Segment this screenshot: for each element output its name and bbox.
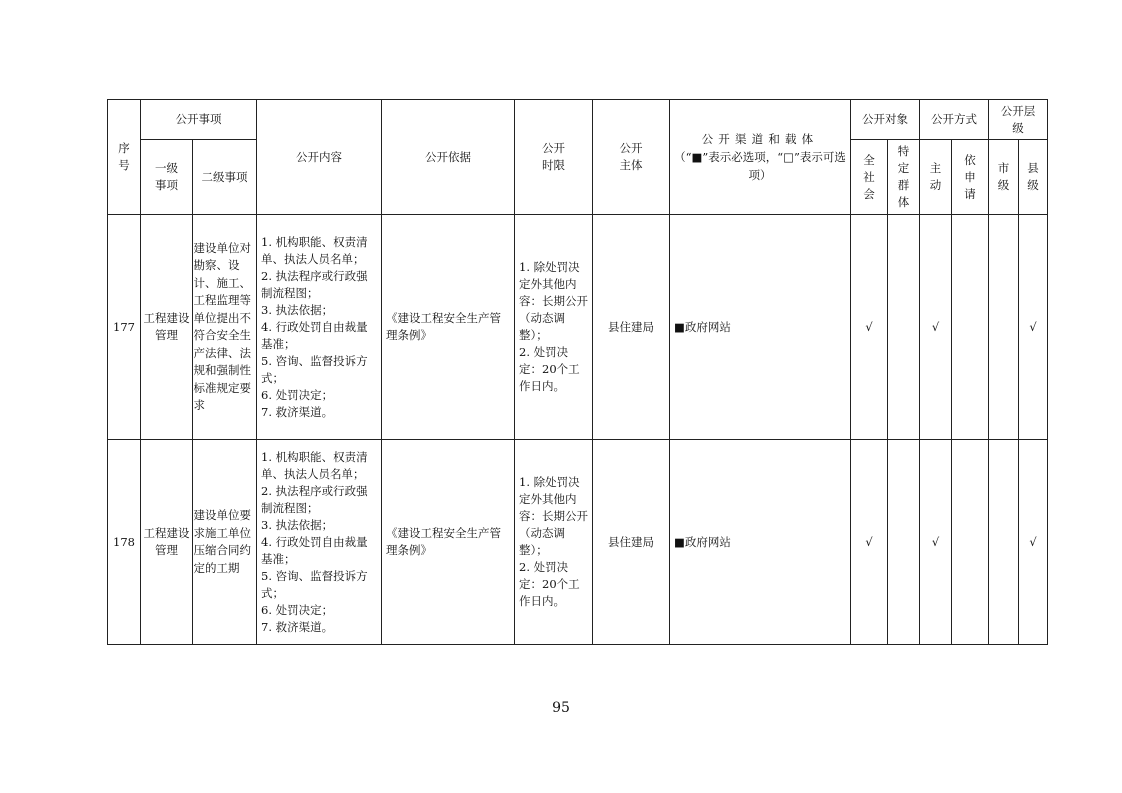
row-time-limit [515,440,593,645]
row-channel: ■政府网站 [670,440,851,645]
header-level2: 二级事项 [193,140,257,215]
header-active: 主动 [920,140,952,215]
row-level1: 工程建设管理 [141,215,193,440]
header-channels [670,100,851,215]
page-number: 95 [552,700,570,716]
content-item: 6. 处罚决定； [261,602,334,617]
row-seq: 178 [108,440,141,645]
time-limit-item: 2. 处罚决定：20个工作日内。 [519,345,580,393]
content-item: 4. 行政处罚自由裁量基准； [261,319,368,351]
row-level1: 工程建设管理 [141,440,193,645]
content-item: 1. 机构职能、权责清单、执法人员名单； [261,449,368,481]
time-limit-item: 2. 处罚决定：20个工作日内。 [519,560,580,608]
content-item: 5. 咨询、监督投诉方式； [261,353,368,385]
header-whole-society: 全社会 [851,140,888,215]
row-specific-group [888,215,920,440]
content-item: 4. 行政处罚自由裁量基准； [261,534,368,566]
header-target: 公开对象 [851,100,920,140]
header-basis: 公开依据 [382,100,515,215]
header-matter: 公开事项 [141,100,257,140]
channels-note: （“■”表示必选项，“□”表示可选项） [674,150,846,182]
header-seq: 序号 [108,100,141,215]
header-city: 市级 [989,140,1019,215]
disclosure-table [107,99,1048,645]
header-level1: 一级事项 [141,140,193,215]
row-active: √ [920,215,952,440]
row-level2: 建设单位要求施工单位压缩合同约定的工期 [193,440,257,645]
content-item: 7. 救济渠道。 [261,404,334,419]
time-limit-item: 1. 除处罚决定外其他内容：长期公开（动态调整）； [519,475,588,557]
row-county: √ [1019,440,1048,645]
row-whole-society: √ [851,215,888,440]
header-specific-group: 特定群体 [888,140,920,215]
content-item: 7. 救济渠道。 [261,619,334,634]
row-city [989,440,1019,645]
time-limit-item: 1. 除处罚决定外其他内容：长期公开（动态调整）； [519,260,588,342]
table-row [108,215,1048,440]
content-item: 3. 执法依据； [261,302,334,317]
row-on-request [952,215,989,440]
row-basis: 《建设工程安全生产管理条例》 [382,440,515,645]
row-level2: 建设单位对勘察、设计、施工、工程监理等单位提出不符合安全生产法律、法规和强制性标准规定要求 [193,215,257,440]
header-method: 公开方式 [920,100,989,140]
header-content: 公开内容 [257,100,382,215]
table-row [108,440,1048,645]
content-item: 2. 执法程序或行政强制流程图； [261,483,368,515]
content-item: 2. 执法程序或行政强制流程图； [261,268,368,300]
header-county: 县级 [1019,140,1048,215]
row-time-limit [515,215,593,440]
content-item: 3. 执法依据； [261,517,334,532]
row-subject: 县住建局 [593,215,670,440]
row-whole-society: √ [851,440,888,645]
header-on-request: 依申请 [952,140,989,215]
header-level: 公开层级 [989,100,1048,140]
row-county: √ [1019,215,1048,440]
row-city [989,215,1019,440]
header-time-limit: 公开时限 [515,100,593,215]
content-item: 5. 咨询、监督投诉方式； [261,568,368,600]
row-content [257,440,382,645]
row-on-request [952,440,989,645]
row-active: √ [920,440,952,645]
channels-title: 公开渠道和载体 [701,132,819,146]
row-basis: 《建设工程安全生产管理条例》 [382,215,515,440]
row-content [257,215,382,440]
row-channel: ■政府网站 [670,215,851,440]
header-row-1 [108,100,1048,140]
row-specific-group [888,440,920,645]
content-item: 6. 处罚决定； [261,387,334,402]
row-seq: 177 [108,215,141,440]
content-item: 1. 机构职能、权责清单、执法人员名单； [261,234,368,266]
row-subject: 县住建局 [593,440,670,645]
header-subject: 公开主体 [593,100,670,215]
